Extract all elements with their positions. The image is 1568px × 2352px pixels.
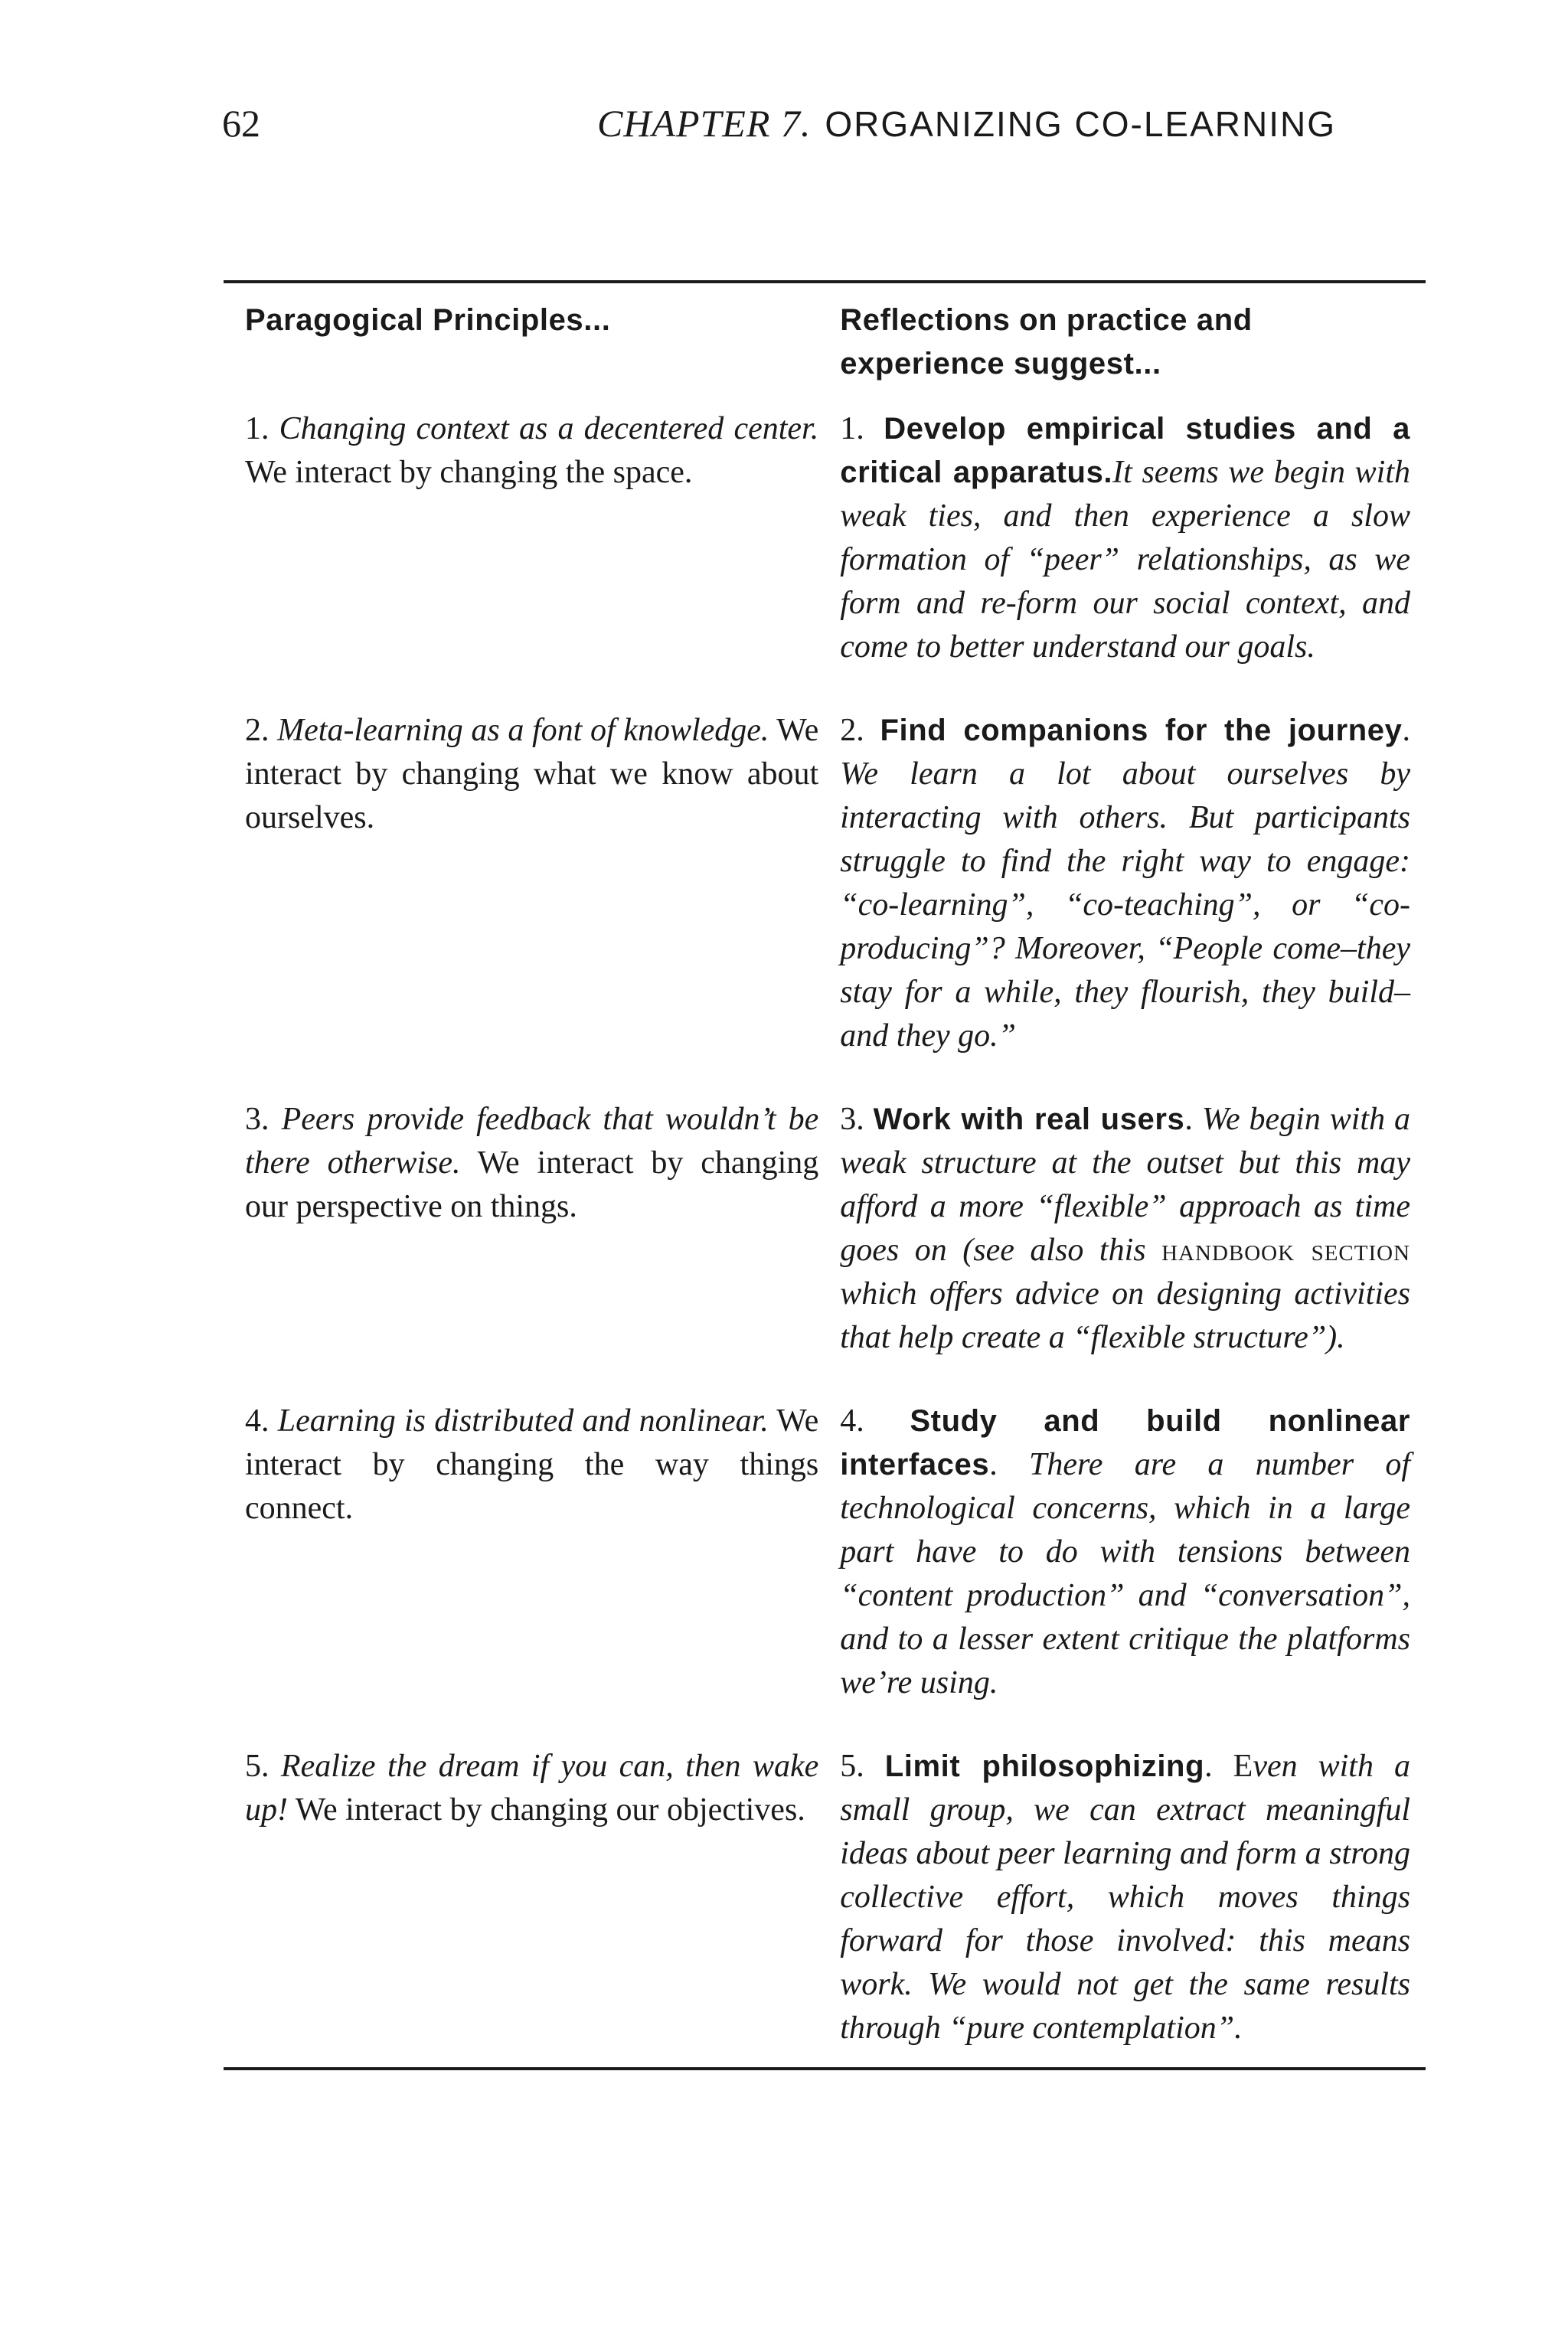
table-row: [224, 1400, 1426, 1745]
chapter-title: ORGANIZING CO-LEARNING: [825, 104, 1336, 144]
table-header-row: [224, 283, 1426, 407]
principle-title: Realize the dream if you can, then wake up!: [245, 1749, 819, 1828]
running-head: [597, 101, 1336, 145]
principle-title: Peers provide feedback that wouldn’t be there otherwise.: [245, 1102, 819, 1181]
handbook-section-link[interactable]: handbook section: [1161, 1233, 1411, 1268]
table-row: [224, 407, 1426, 709]
principle-text: We interact by changing the space.: [245, 455, 693, 490]
chapter-label: CHAPTER 7.: [596, 102, 812, 145]
reflection-title: Develop empirical studies and a critical apparatus.: [840, 412, 1411, 489]
principle-text: We interact by changing our perspective on things.: [245, 1145, 819, 1224]
item-number: 2.: [245, 713, 270, 748]
reflection-cell: [840, 1400, 1426, 1745]
item-number: 1.: [245, 411, 270, 446]
item-number: 3.: [840, 1102, 864, 1137]
header-right: Reflections on practice and experience suggest...: [840, 303, 1253, 381]
reflection-title: Study and build nonlinear interfaces: [840, 1404, 1410, 1481]
reflection-cell: [840, 709, 1426, 1098]
item-number: 5.: [245, 1749, 270, 1784]
item-number: 4.: [245, 1403, 270, 1439]
principle-text: We interact by changing what we know about ourselves.: [245, 713, 819, 835]
principle-cell: [224, 407, 840, 709]
principle-text: We interact by changing our objectives.: [288, 1792, 805, 1828]
reflection-cell: [840, 1098, 1426, 1400]
reflection-text: It seems we begin with weak ties, and then experience a slow formation of “peer” relationships, as we form and re-form our social context, and come to better understand our goals.: [840, 455, 1411, 665]
reflection-text: ven with a small group, we can extract meaningful ideas about peer learning and form a strong collective effort, which moves things forward for those involved: this means work. We would not get the same results through “pure contemplation”.: [840, 1749, 1411, 2046]
table-row: [224, 1098, 1426, 1400]
reflection-text: We begin with a weak structure at the outset but this may afford a more “flexible” approach as time goes on (see also this: [840, 1102, 1410, 1268]
header-left: Paragogical Principles...: [245, 303, 611, 337]
principle-title: Changing context as a decentered center.: [279, 411, 819, 446]
reflection-title: Work with real users: [873, 1102, 1185, 1136]
principle-title: Meta-learning as a font of knowledge.: [277, 713, 769, 748]
item-number: 1.: [840, 411, 864, 446]
reflection-separator: .: [1402, 713, 1410, 748]
principle-text: We interact by changing the way things connect.: [245, 1403, 819, 1526]
table-row: [224, 709, 1426, 1098]
item-number: 2.: [840, 713, 864, 748]
bottom-rule: [224, 2067, 1426, 2070]
reflection-title: Limit philosophizing: [884, 1749, 1205, 1783]
reflection-cell: [840, 407, 1426, 709]
principle-cell: [224, 1098, 840, 1400]
reflection-title: Find companions for the journey: [880, 714, 1403, 747]
principle-title: Learning is distributed and nonlinear.: [277, 1403, 769, 1439]
item-number: 4.: [840, 1403, 864, 1439]
principles-table: [224, 280, 1426, 2070]
principle-cell: [224, 1745, 840, 2067]
reflection-cell: [840, 1745, 1426, 2067]
reflection-separator: .: [1184, 1102, 1193, 1137]
reflection-initial: E: [1212, 1749, 1253, 1784]
item-number: 5.: [840, 1749, 864, 1784]
page-header: [222, 101, 1336, 155]
item-number: 3.: [245, 1102, 270, 1137]
table-row: [224, 1745, 1426, 2067]
reflection-text: We learn a lot about ourselves by interacting with others. But participants struggle to find the right way to engage: “co-learning”, “co-teaching”, or “co-producing”? Moreover, “People come–they stay for a while, they flourish, they build–and they go.”: [840, 756, 1410, 1054]
reflection-text: There are a number of technological concerns, which in a large part have to do with tensions between “content production” and “conversation”, and to a lesser extent critique the platforms we’re using.: [840, 1447, 1410, 1700]
principle-cell: [224, 1400, 840, 1745]
reflection-text-continued: which offers advice on designing activities that help create a “flexible structure”).: [840, 1276, 1410, 1355]
reflection-separator: .: [989, 1447, 998, 1482]
reflection-separator: .: [1204, 1749, 1213, 1784]
principle-cell: [224, 709, 840, 1098]
page-number: 62: [222, 102, 260, 145]
